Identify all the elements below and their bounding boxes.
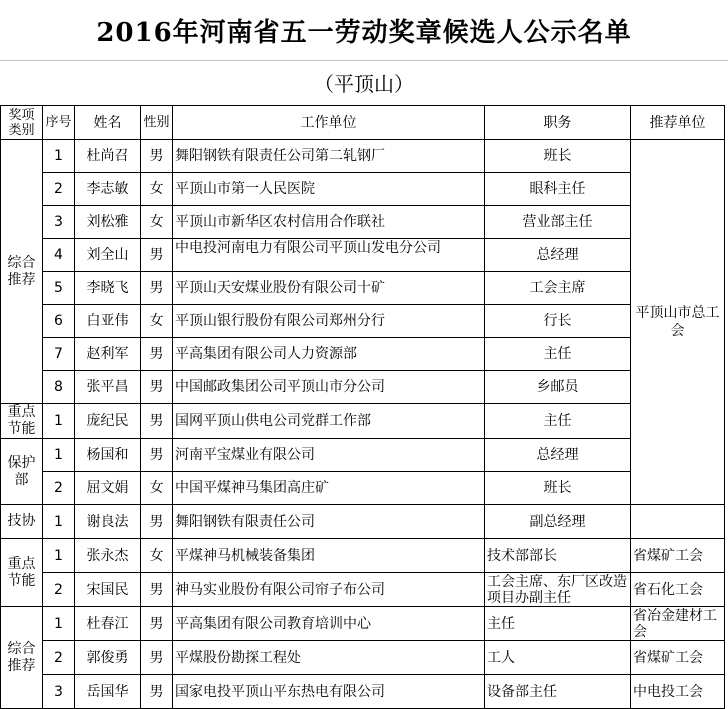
unit-cell: 舞阳钢铁有限责任公司第二轧钢厂 (173, 140, 485, 173)
position-cell: 总经理 (485, 439, 631, 472)
gender-cell: 女 (141, 472, 173, 505)
unit-cell: 平顶山市第一人民医院 (173, 173, 485, 206)
position-cell: 工会主席 (485, 272, 631, 305)
position-cell: 班长 (485, 472, 631, 505)
table-row (1, 472, 725, 505)
seq-cell: 6 (43, 305, 75, 338)
seq-cell: 8 (43, 371, 75, 404)
table-row (1, 206, 725, 239)
recommender-cell: 平顶山市总工会 (631, 140, 725, 505)
seq-cell: 5 (43, 272, 75, 305)
table-row (1, 305, 725, 338)
unit-cell: 平高集团有限公司教育培训中心 (173, 607, 485, 641)
unit-cell: 中国邮政集团公司平顶山市分公司 (173, 371, 485, 404)
header-gender: 性别 (141, 106, 173, 140)
name-cell: 白亚伟 (75, 305, 141, 338)
name-cell: 宋国民 (75, 573, 141, 607)
name-cell: 张永杰 (75, 539, 141, 573)
name-cell: 张平昌 (75, 371, 141, 404)
table-row (1, 239, 725, 272)
gender-cell: 男 (141, 272, 173, 305)
name-cell: 杨国和 (75, 439, 141, 472)
table-row (1, 371, 725, 404)
unit-cell: 舞阳钢铁有限责任公司 (173, 505, 485, 539)
table-row (1, 539, 725, 573)
table-row (1, 573, 725, 607)
seq-cell: 1 (43, 607, 75, 641)
position-cell: 技术部部长 (485, 539, 631, 573)
seq-cell: 7 (43, 338, 75, 371)
category-cell: 保护部 (1, 439, 43, 505)
category-cell: 重点节能 (1, 404, 43, 439)
name-cell: 赵利军 (75, 338, 141, 371)
seq-cell: 2 (43, 641, 75, 675)
position-cell: 营业部主任 (485, 206, 631, 239)
page-subtitle: （平顶山） (314, 72, 414, 96)
header-seq: 序号 (43, 106, 75, 140)
seq-cell: 1 (43, 505, 75, 539)
unit-cell: 平高集团有限公司人力资源部 (173, 338, 485, 371)
gender-cell: 男 (141, 338, 173, 371)
recommender-cell (631, 505, 725, 539)
header-name: 姓名 (75, 106, 141, 140)
recommender-cell: 中电投工会 (631, 675, 725, 709)
recommender-cell: 省煤矿工会 (631, 641, 725, 675)
position-cell: 行长 (485, 305, 631, 338)
seq-cell: 1 (43, 539, 75, 573)
name-cell: 杜春江 (75, 607, 141, 641)
position-cell: 主任 (485, 338, 631, 371)
seq-cell: 3 (43, 206, 75, 239)
seq-cell: 2 (43, 472, 75, 505)
table-row (1, 505, 725, 539)
unit-cell: 平顶山市新华区农村信用合作联社 (173, 206, 485, 239)
header-unit: 工作单位 (173, 106, 485, 140)
table-row (1, 140, 725, 173)
name-cell: 庞纪民 (75, 404, 141, 439)
category-cell: 技协 (1, 505, 43, 539)
gender-cell: 女 (141, 173, 173, 206)
position-cell: 总经理 (485, 239, 631, 272)
category-cell: 重点节能 (1, 539, 43, 607)
unit-cell: 平煤股份勘探工程处 (173, 641, 485, 675)
table-row (1, 173, 725, 206)
recommender-cell: 省冶金建材工会 (633, 607, 717, 640)
candidate-table (0, 105, 725, 709)
position-cell: 班长 (485, 140, 631, 173)
seq-cell: 3 (43, 675, 75, 709)
table-row (1, 338, 725, 371)
position-cell: 主任 (485, 404, 631, 439)
position-cell: 眼科主任 (485, 173, 631, 206)
page-title: 2016年河南省五一劳动奖章候选人公示名单 (96, 17, 632, 48)
position-cell: 工会主席、东厂区改造项目办副主任 (487, 573, 627, 606)
unit-cell: 河南平宝煤业有限公司 (173, 439, 485, 472)
unit-cell: 平顶山银行股份有限公司郑州分行 (173, 305, 485, 338)
name-cell: 屈文娟 (75, 472, 141, 505)
table-row (1, 439, 725, 472)
unit-cell: 中国平煤神马集团高庄矿 (173, 472, 485, 505)
gender-cell: 男 (141, 371, 173, 404)
name-cell: 李志敏 (75, 173, 141, 206)
name-cell: 岳国华 (75, 675, 141, 709)
gender-cell: 男 (141, 439, 173, 472)
seq-cell: 1 (43, 404, 75, 439)
gender-cell: 女 (141, 206, 173, 239)
unit-cell: 国网平顶山供电公司党群工作部 (173, 404, 485, 439)
gender-cell: 男 (141, 505, 173, 539)
table-row (1, 641, 725, 675)
seq-cell: 1 (43, 439, 75, 472)
gender-cell: 男 (141, 675, 173, 709)
name-cell: 刘松雅 (75, 206, 141, 239)
gender-cell: 男 (141, 573, 173, 607)
category-cell: 综合推荐 (1, 607, 43, 709)
table-row (1, 404, 725, 439)
category-cell: 综合推荐 (1, 140, 43, 404)
unit-cell: 平煤神马机械装备集团 (173, 539, 485, 573)
unit-cell: 平顶山天安煤业股份有限公司十矿 (173, 272, 485, 305)
table-header-row (1, 106, 725, 140)
name-cell: 杜尚召 (75, 140, 141, 173)
gender-cell: 女 (141, 539, 173, 573)
position-cell: 乡邮员 (485, 371, 631, 404)
seq-cell: 2 (43, 573, 75, 607)
seq-cell: 4 (43, 239, 75, 272)
position-cell: 主任 (485, 607, 631, 641)
table-row (1, 607, 725, 641)
gender-cell: 男 (141, 140, 173, 173)
gender-cell: 男 (141, 239, 173, 272)
name-cell: 李晓飞 (75, 272, 141, 305)
table-row (1, 675, 725, 709)
gender-cell: 男 (141, 607, 173, 641)
gender-cell: 男 (141, 404, 173, 439)
header-position: 职务 (485, 106, 631, 140)
gender-cell: 男 (141, 641, 173, 675)
unit-cell: 国家电投平顶山平东热电有限公司 (173, 675, 485, 709)
table-row (1, 272, 725, 305)
seq-cell: 2 (43, 173, 75, 206)
position-cell: 设备部主任 (485, 675, 631, 709)
position-cell: 副总经理 (485, 505, 631, 539)
name-cell: 郭俊勇 (75, 641, 141, 675)
unit-cell: 神马实业股份有限公司帘子布公司 (173, 573, 485, 607)
unit-cell: 中电投河南电力有限公司平顶山发电分公司 (175, 239, 441, 256)
name-cell: 刘全山 (75, 239, 141, 272)
recommender-cell: 省石化工会 (631, 573, 725, 607)
gender-cell: 女 (141, 305, 173, 338)
recommender-cell: 省煤矿工会 (631, 539, 725, 573)
header-category: 奖项类别 (1, 106, 43, 140)
header-recommender: 推荐单位 (631, 106, 725, 140)
position-cell: 工人 (485, 641, 631, 675)
seq-cell: 1 (43, 140, 75, 173)
name-cell: 谢良法 (75, 505, 141, 539)
